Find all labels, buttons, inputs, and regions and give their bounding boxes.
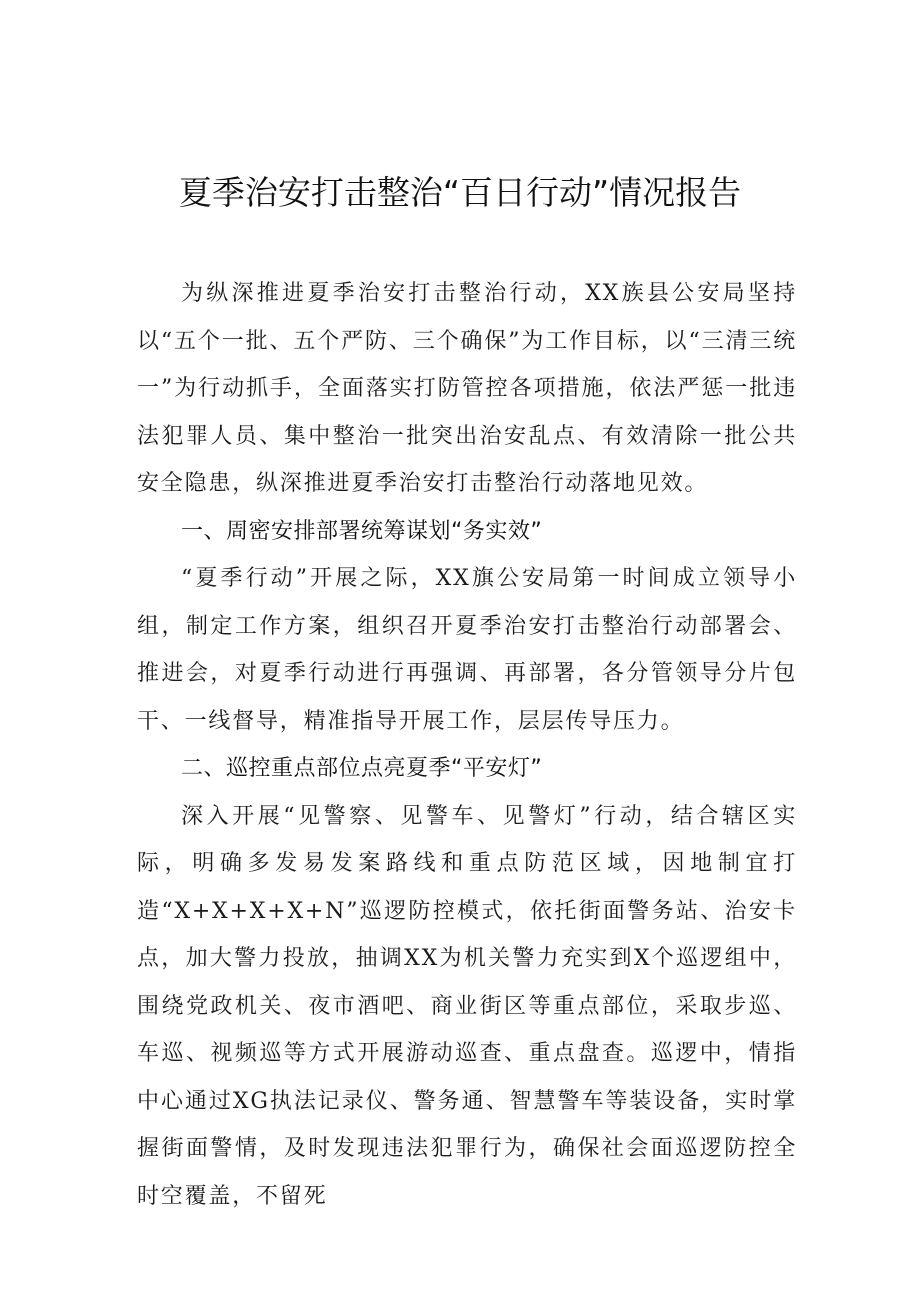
section-heading-2: 二、巡控重点部位点亮夏季“平安灯” (181, 756, 543, 781)
intro-paragraph: 为纵深推进夏季治安打击整治行动，XX族县公安局坚持以“五个一批、五个严防、三个确保”为工作目标，以“三清三统一”为行动抓手，全面落实打防管控各项措施，依法严惩一批违法犯罪人员、集中整治一批突出治安乱点、有效清除一批公共安全隐患，纵深推进夏季治安打击整治行动落地见效。 (137, 281, 797, 496)
document-title: 夏季治安打击整治“百日行动”情况报告 (178, 173, 742, 212)
section-heading-1: 一、周密安排部署统筹谋划“务实效” (181, 518, 543, 544)
section-1-paragraph: “夏季行动”开展之际，XX旗公安局第一时间成立领导小组，制定工作方案，组织召开夏季治安打击整治行动部署会、推进会，对夏季行动进行再强调、再部署，各分管领导分片包干、一线督导，精准指导开展工作，层层传导压力。 (137, 566, 797, 734)
document-body (137, 270, 797, 1220)
section-2-paragraph: 深入开展“见警察、见警车、见警灯”行动，结合辖区实际，明确多发易发案路线和重点防范区域，因地制宜打造“X+X+X+X+N”巡逻防控模式，依托街面警务站、治安卡点，加大警力投放，抽调XX为机关警力充实到X个巡逻组中，围绕党政机关、夜市酒吧、商业街区等重点部位，采取步巡、车巡、视频巡等方式开展游动巡查、重点盘查。巡逻中，情指中心通过XG执法记录仪、警务通、智慧警车等装设备，实时掌握街面警情，及时发现违法犯罪行为，确保社会面巡逻防控全时空覆盖，不留死 (137, 803, 797, 1209)
